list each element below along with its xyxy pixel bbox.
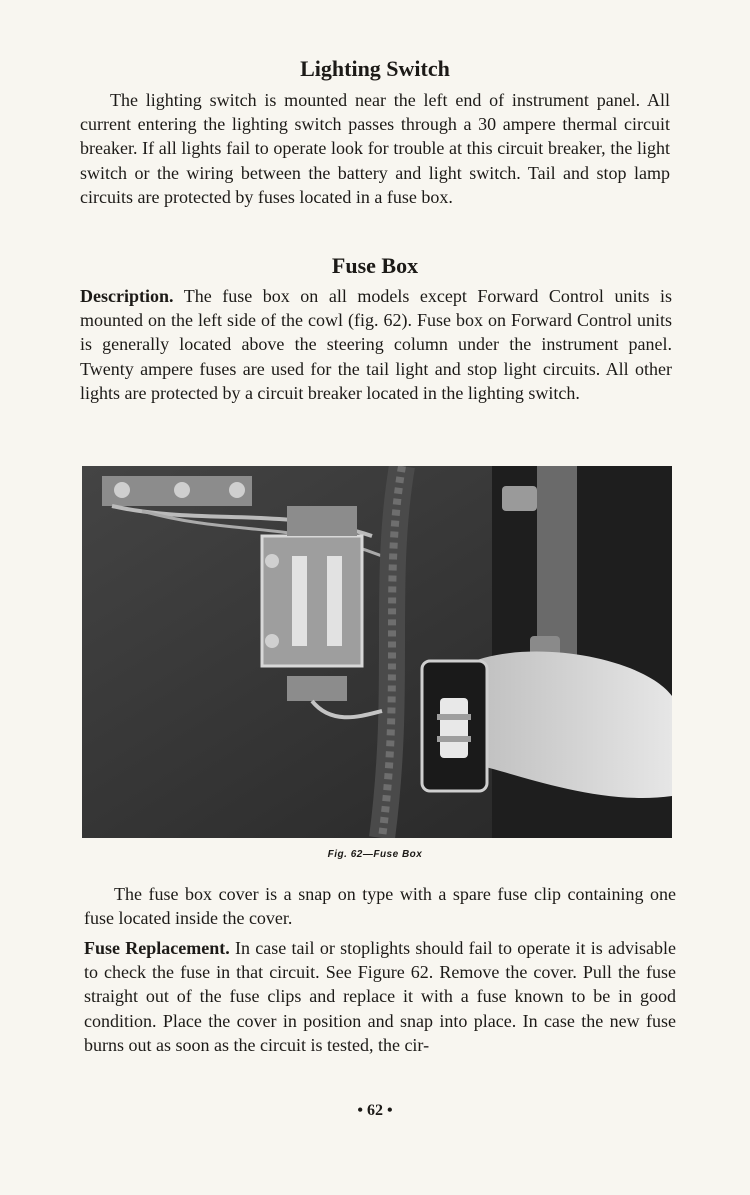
description-text: The fuse box on all models except Forward Control units is mounted on the left side of the cowl (fig. 62). Fuse box on Forward Control units is generally located above the steering column under the instrument panel. Twenty ampere fuses are used for the tail light and stop light circuits. All other lights are protected by a circuit breaker located in the lighting switch. bbox=[80, 286, 672, 403]
fuse-box-heading: Fuse Box bbox=[331, 253, 419, 278]
fuse-replacement-paragraph bbox=[84, 936, 676, 1057]
cover-note-paragraph: The fuse box cover is a snap on type with a spare fuse clip containing one fuse located inside the cover. bbox=[84, 884, 676, 929]
description-label: Description. bbox=[80, 286, 174, 306]
fuse-box-photo bbox=[82, 466, 672, 838]
lighting-switch-heading: Lighting Switch bbox=[300, 56, 450, 81]
figure-caption: Fig. 62—Fuse Box bbox=[327, 849, 423, 860]
fuse-box-description bbox=[80, 284, 672, 405]
fuse-replacement-text: In case tail or stoplights should fail to operate it is advisable to check the fuse in that circuit. See Figure 62. Remove the cover. Pull the fuse straight out of the fuse clips and replace it with a fuse known to be in good condition. Place the cover in position and snap into place. In case the new fuse burns out as soon as the circuit is tested, the cir- bbox=[84, 938, 677, 1055]
fuse-replacement-label: Fuse Replacement. bbox=[84, 938, 230, 958]
page-number: • 62 • bbox=[357, 1102, 393, 1119]
lighting-switch-paragraph: The lighting switch is mounted near the left end of instrument panel. All current entering the lighting switch passes through a 30 ampere thermal circuit breaker. If all lights fail to operate look for trouble at this circuit breaker, the light switch or the wiring between the battery and light switch. Tail and stop lamp circuits are protected by fuses located in a fuse box. bbox=[80, 90, 670, 207]
